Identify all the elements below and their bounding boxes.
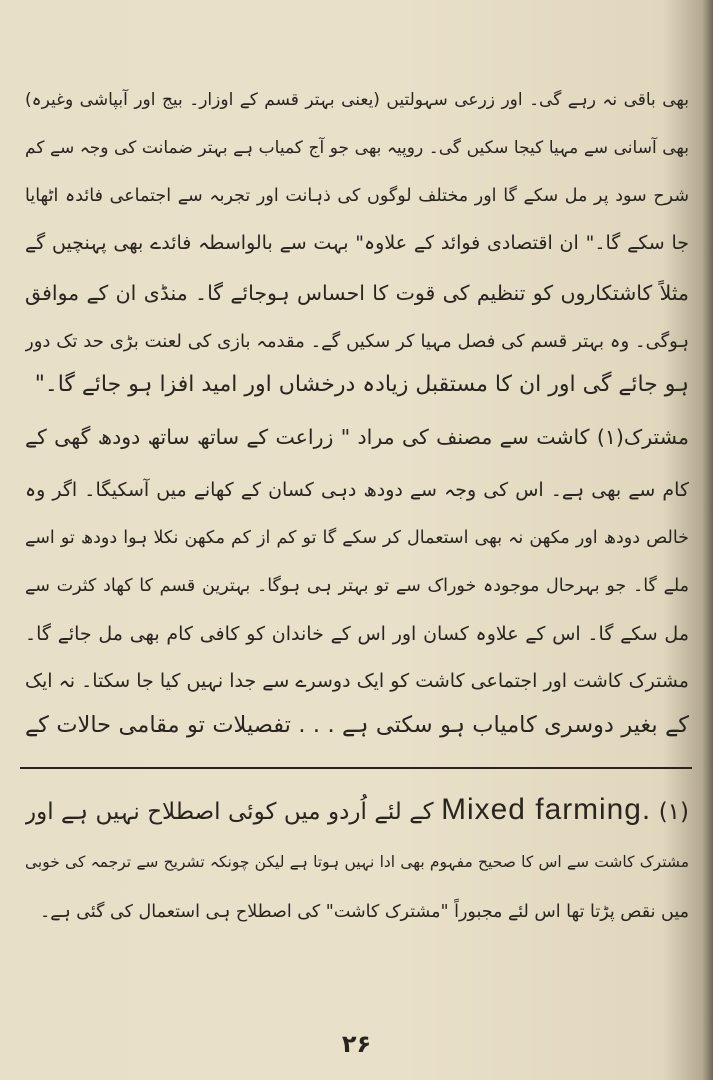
text-line: کے بغیر دوسری کامیاب ہو سکتی ہے . . . تفصیلات تو مقامی حالات کے	[25, 712, 689, 738]
text-line: بھی آسانی سے مہیا کیجا سکیں گی۔ روپیہ بھی جو آج کمیاب ہے بہتر ضمانت کی وجہ سے کم	[25, 138, 689, 158]
footnote-marker: (۱)	[658, 799, 689, 825]
footnote-text: کے لئے اُردو میں کوئی اصطلاح نہیں ہے اور	[25, 799, 434, 825]
footnote-line: میں نقص پڑتا تھا اس لئے مجبوراً "مشترک کاشت" کی اصطلاح ہی استعمال کی گئی ہے۔	[39, 902, 689, 922]
text-line: ہو جائے گی اور ان کا مستقبل زیادہ درخشاں اور امید افزا ہو جائے گا۔"	[34, 372, 689, 397]
text-line: کام سے بھی ہے۔ اس کی وجہ سے دودھ دہی کسان کے کھانے میں آسکیگا۔ اگر وہ	[25, 479, 689, 501]
text-line: ملے گا۔ جو بہرحال موجودہ خوراک سے تو بہتر ہی ہوگا۔ بہترین قسم کا کھاد کثرت سے	[25, 576, 689, 596]
page-number: ۲۶	[341, 1030, 372, 1058]
text-line: مثلاً کاشتکاروں کو تنظیم کی قوت کا احساس ہوجائے گا۔ منڈی ان کے موافق	[25, 281, 689, 305]
text-line: مشترک(۱) کاشت سے مصنف کی مراد " زراعت کے ساتھ ساتھ دودھ گھی کے	[25, 425, 689, 449]
text-line: شرح سود پر مل سکے گا اور مختلف لوگوں کی ذہانت اور تجربہ سے اجتماعی فائدہ اٹھایا	[25, 186, 689, 206]
footnote-line: مشترک کاشت سے اس کا صحیح مفہوم بھی ادا نہیں ہوتا ہے لیکن چونکہ تشریح سے ترجمہ کی خوبی	[25, 853, 689, 871]
text-line: ہوگی۔ وہ بہتر قسم کی فصل مہیا کر سکیں گے۔ مقدمہ بازی کی لعنت بڑی حد تک دور	[25, 331, 689, 352]
footnote-line	[25, 790, 689, 830]
text-line: مل سکے گا۔ اس کے علاوہ کسان اور اس کے خاندان کو کافی کام بھی مل جائے گا۔	[25, 623, 689, 645]
text-line: جا سکے گا۔" ان اقتصادی فوائد کے علاوہ" بہت سے بالواسطہ فائدے بھی پہنچیں گے	[25, 232, 689, 254]
text-line: مشترک کاشت اور اجتماعی کاشت کو ایک دوسرے سے جدا نہیں کیا جا سکتا۔ نہ ایک	[25, 670, 689, 692]
footnote-term: Mixed farming.	[441, 793, 652, 826]
text-line: بھی باقی نہ رہے گی۔ اور زرعی سہولتیں (یعنی بہتر قسم کے اوزار۔ بیج اور آبپاشی وغیرہ)	[25, 90, 689, 110]
footnote-divider	[20, 767, 692, 769]
text-line: خالص دودھ اور مکھن نہ بھی استعمال کر سکے گا تو کم از کم مکھن نکلا ہوا دودھ تو اسے	[25, 528, 689, 548]
